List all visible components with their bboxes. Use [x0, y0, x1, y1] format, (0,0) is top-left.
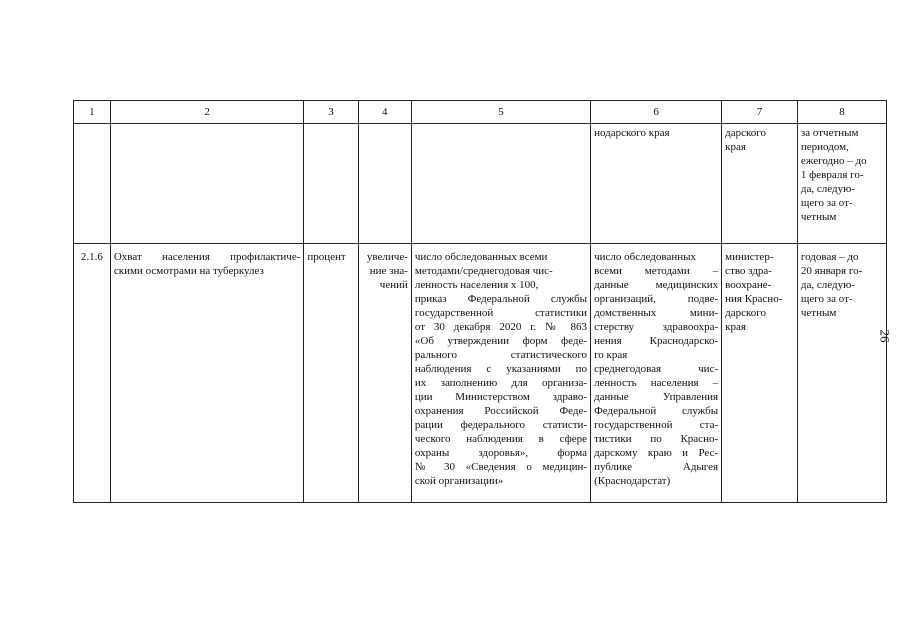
cell-line: щего за от- [800, 197, 853, 209]
cell-line: стерству здравоохра- [594, 321, 719, 333]
cell-line: рации федерального статисти- [414, 419, 588, 431]
empty-cell [411, 124, 590, 244]
indicator-direction [358, 244, 411, 503]
header-cell: 4 [358, 101, 411, 124]
cell-line: публике Адыгея [594, 461, 719, 473]
responsible-cell-continued [722, 124, 798, 244]
cell-line: дарского [725, 127, 767, 139]
cell-line: дарского [725, 307, 767, 319]
cell-line: чений [379, 279, 408, 291]
cell-line: нодарского края [594, 127, 670, 139]
cell-line: рального статистического [414, 349, 588, 361]
cell-line: № 30 «Сведения о медицин- [414, 461, 588, 473]
cell-line: государственной статистики [414, 307, 588, 319]
cell-line: за отчетным [800, 127, 859, 139]
cell-line: число обследованных всеми [414, 251, 548, 263]
empty-cell [358, 124, 411, 244]
header-cell: 6 [591, 101, 722, 124]
cell-line: приказ Федеральной службы [414, 293, 588, 305]
cell-line: их заполнению для организа- [414, 377, 588, 389]
cell-line: да, следую- [800, 279, 855, 291]
continuation-row [74, 124, 887, 244]
reporting-term [797, 244, 886, 503]
cell-line: ния Красно- [725, 293, 783, 305]
cell-line: Федеральной службы [594, 405, 719, 417]
term-cell-continued [797, 124, 886, 244]
cell-line: охранения Российской Феде- [414, 405, 588, 417]
cell-line: ской организации» [414, 475, 504, 487]
header-cell: 5 [411, 101, 590, 124]
cell-line: государственной ста- [594, 419, 719, 431]
header-cell: 3 [304, 101, 358, 124]
cell-line: всеми методами – [594, 265, 719, 277]
cell-line: края [725, 321, 746, 333]
cell-line: го края [594, 349, 628, 361]
indicator-number: 2.1.6 [74, 244, 111, 503]
header-cell: 1 [74, 101, 111, 124]
cell-line: нения Краснодарско- [594, 335, 719, 347]
cell-line: увеличе- [366, 251, 408, 263]
cell-line: методами/среднегодовая чис- [414, 265, 553, 277]
cell-line: данные медицинских [594, 279, 719, 291]
header-cell: 7 [722, 101, 798, 124]
cell-line: от 30 декабря 2020 г. № 863 [414, 321, 588, 333]
empty-cell [74, 124, 111, 244]
cell-line: годовая – до [800, 251, 859, 263]
empty-cell [304, 124, 358, 244]
cell-line: среднегодовая чис- [594, 363, 719, 375]
cell-line: домственных мини- [594, 307, 719, 319]
page-number: 26 [877, 329, 893, 343]
indicator-table [73, 100, 887, 503]
cell-line: Охват населения профилактиче- [113, 251, 301, 263]
cell-line: 20 января го- [800, 265, 863, 277]
cell-line: скими осмотрами на туберкулез [113, 265, 264, 277]
empty-cell [110, 124, 304, 244]
cell-line: министер- [725, 251, 774, 263]
cell-line: периодом, [800, 141, 849, 153]
indicator-unit: процент [304, 244, 358, 503]
source-cell-continued [591, 124, 722, 244]
cell-line: охраны здоровья», форма [414, 447, 588, 459]
responsible-body [722, 244, 798, 503]
data-source [591, 244, 722, 503]
cell-line: четным [800, 211, 837, 223]
cell-line: дарскому краю и Рес- [594, 447, 719, 459]
indicator-name [110, 244, 304, 503]
indicator-row [74, 244, 887, 503]
header-cell: 2 [110, 101, 304, 124]
header-row [74, 101, 887, 124]
cell-line: тистики по Красно- [594, 433, 719, 445]
cell-line: щего за от- [800, 293, 853, 305]
cell-line: организаций, подве- [594, 293, 719, 305]
cell-line: ство здра- [725, 265, 772, 277]
cell-line: ческого наблюдения в сфере [414, 433, 588, 445]
cell-line: наблюдения с указаниями по [414, 363, 588, 375]
header-cell: 8 [797, 101, 886, 124]
cell-line: «Об утверждении форм феде- [414, 335, 588, 347]
cell-line: ции Министерством здраво- [414, 391, 588, 403]
cell-line: ежегодно – до [800, 155, 867, 167]
cell-line: воохране- [725, 279, 772, 291]
cell-line: (Краснодарстат) [594, 475, 671, 487]
cell-line: края [725, 141, 746, 153]
cell-line: четным [800, 307, 837, 319]
calculation-method [411, 244, 590, 503]
cell-line: ние зна- [369, 265, 408, 277]
cell-line: да, следую- [800, 183, 855, 195]
cell-line: данные Управления [594, 391, 719, 403]
cell-line: ленность населения х 100, [414, 279, 539, 291]
cell-line: число обследованных [594, 251, 697, 263]
cell-line: ленность населения – [594, 377, 719, 389]
cell-line: 1 февраля го- [800, 169, 864, 181]
